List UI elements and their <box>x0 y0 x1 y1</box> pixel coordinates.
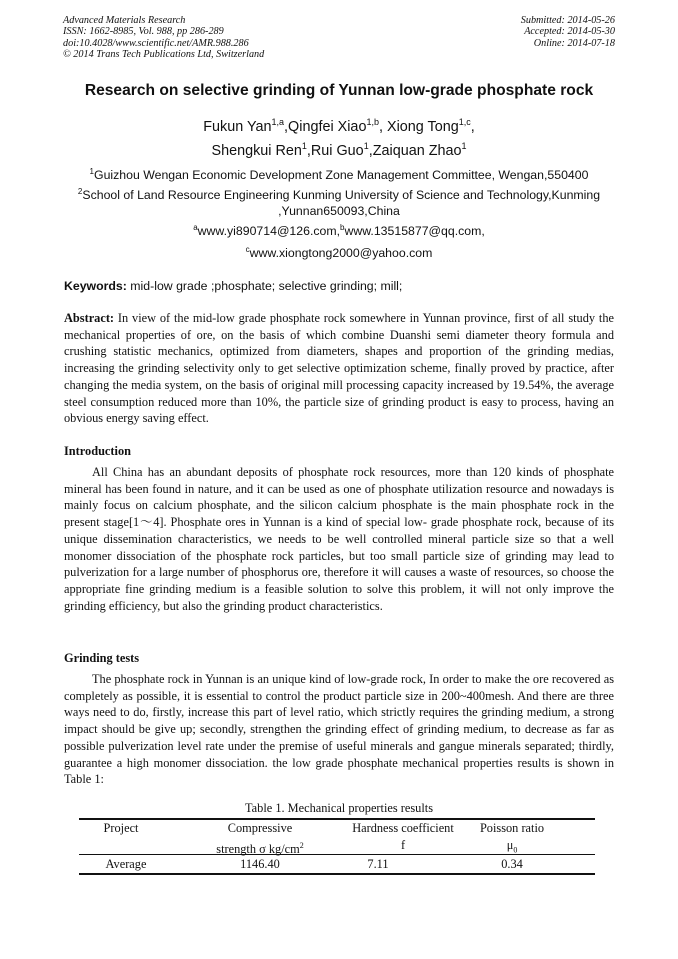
keywords-label: Keywords: <box>64 279 127 293</box>
author-name: Fukun Yan <box>203 118 272 135</box>
email-line-2: $^c$www.xiongtong2000@yahoo.com <box>245 245 433 261</box>
author-sup: 1,a <box>271 117 285 127</box>
accepted-date: Accepted: 2014-05-30 <box>524 26 615 38</box>
table-cell-poisson: 0.34 <box>501 857 523 871</box>
author-name: Xiong Tong <box>386 118 459 135</box>
affiliation-2: $^2$School of Land Resource Engineering Kunming University of Science and Technology,Kunming ,Yunnan650093,China <box>77 187 601 219</box>
table-header-compressive: Compressive strength σ $kg/cm^2$ <box>216 821 304 857</box>
table-cell-hardness: 7.11 <box>367 857 389 871</box>
author-sup: 1 <box>301 141 307 151</box>
submission-dates <box>521 15 615 49</box>
author-name: Zaiquan Zhao <box>372 142 462 159</box>
table-header-project: Project <box>103 821 139 835</box>
email-line-1: $^a$www.yi890714@126.com,$^b$www.13515877@qq.com, <box>193 223 485 239</box>
journal-name: Advanced Materials Research <box>63 15 186 26</box>
table-caption: Table 1. Mechanical properties results <box>245 801 433 815</box>
author-line-1: Fukun Yan$^{1,a}$,Qingfei Xiao$^{1,b}$, Xiong Tong$^{1,c}$, <box>203 117 475 135</box>
email-c[interactable]: www.xiongtong2000@yahoo.com <box>249 246 433 261</box>
table-bottom-rule <box>79 873 595 875</box>
keywords-text: mid-low grade ;phosphate; selective grinding; mill; <box>130 279 403 293</box>
abstract <box>64 310 614 427</box>
abstract-label: Abstract: <box>64 311 115 325</box>
email-b[interactable]: www.13515877@qq.com, <box>344 224 485 239</box>
author-sup: 1,c <box>458 117 471 127</box>
affiliation-1: $^1$Guizhou Wengan Economic Development Zone Management Committee, Wengan,550400 <box>89 167 589 183</box>
journal-info <box>63 15 264 61</box>
journal-issn: ISSN: 1662-8985, Vol. 988, pp 286-289 <box>63 26 224 38</box>
journal-doi: doi:10.4028/www.scientific.net/AMR.988.286 <box>63 37 249 49</box>
online-date: Online: 2014-07-18 <box>533 37 615 49</box>
table-cell-compressive: 1146.40 <box>240 857 280 871</box>
grinding-tests-heading: Grinding tests <box>64 651 140 665</box>
author-name: Qingfei Xiao <box>288 118 367 135</box>
introduction-paragraph: All China has an abundant deposits of phosphate rock resources, more than 120 kinds of phosphate mineral has been found in nature, and it can be used as one of phosphate utilization resource and nowadays is mainly focus on calcium phosphate, and the silicon calcium phosphate is the main phosphate rock in the present stage[1～4]. Phosphate ores in Yunnan is a kind of special low- grade phosphate rock, because of its unique dissemination characteristics, we needs to be well controlled mineral particle size so that a well monomer dissociation of the phosphate rock particles, but too small particle size of grinding may lead to pulverization for a large number of phosphorus ore, therefore it will causes a waste of resources, so choose the appropriate fine grinding medium is a feasible solution to solve this problem, it will not only improve the grinding efficiency, but also the grinding product characteristics. <box>64 465 614 613</box>
author-name: Rui Guo <box>310 142 364 159</box>
submitted-date: Submitted: 2014-05-26 <box>520 15 615 26</box>
author-name: Shengkui Ren <box>211 142 302 159</box>
grinding-tests-paragraph: The phosphate rock in Yunnan is an unique kind of low-grade rock, In order to make the ore recovered as completely as possible, it is essential to control the product particle size in 200~400mesh. And there are three ways need to do, firstly, increase this part of level ratio, which strictly requires the grinding medium, a strong impact should be give up; secondly, strengthen the grinding effect of grinding medium, to decrease as far as possible pulverization level rate under the premise of useful minerals and gangue minerals separated; thirdly, guarantee a high monomer dissociation. the low grade phosphate mechanical properties results is shown in Table 1: <box>64 672 614 787</box>
author-sup: 1 <box>363 141 369 151</box>
journal-copyright: © 2014 Trans Tech Publications Ltd, Switzerland <box>63 49 265 61</box>
author-line-2: Shengkui Ren$^1$,Rui Guo$^1$,Zaiquan Zhao$^1$ <box>211 141 467 159</box>
abstract-text: In view of the mid-low grade phosphate rock somewhere in Yunnan province, first of all study the mechanical properties of ore, on the basis of which combine Duanshi semi diameter theory formula and crushing statistic mechanics, optimized from diameters, shapes and proportion of the grinding medias, increasing the grinding selectivity only to get selective optimization scheme, finally proved by practice, after changing the media system, on the basis of original mill processing capacity increased by 19.54%, the average steel consumption reduced more than 10%, the particle size of grinding product is easy to process, having an obvious energy saving effect. <box>64 311 614 426</box>
author-sup: 1,b <box>366 117 379 127</box>
table-header-poisson: Poisson ratio $\mu_0$ <box>479 821 545 855</box>
paper-title: Research on selective grinding of Yunnan low-grade phosphate rock <box>84 82 594 99</box>
author-sup: 1 <box>461 141 467 151</box>
table-cell-project: Average <box>105 857 147 871</box>
keywords <box>64 279 402 293</box>
table-header-hardness: Hardness coefficient f <box>352 821 454 852</box>
email-a[interactable]: www.yi890714@126.com, <box>197 224 341 239</box>
introduction-heading: Introduction <box>64 444 131 458</box>
